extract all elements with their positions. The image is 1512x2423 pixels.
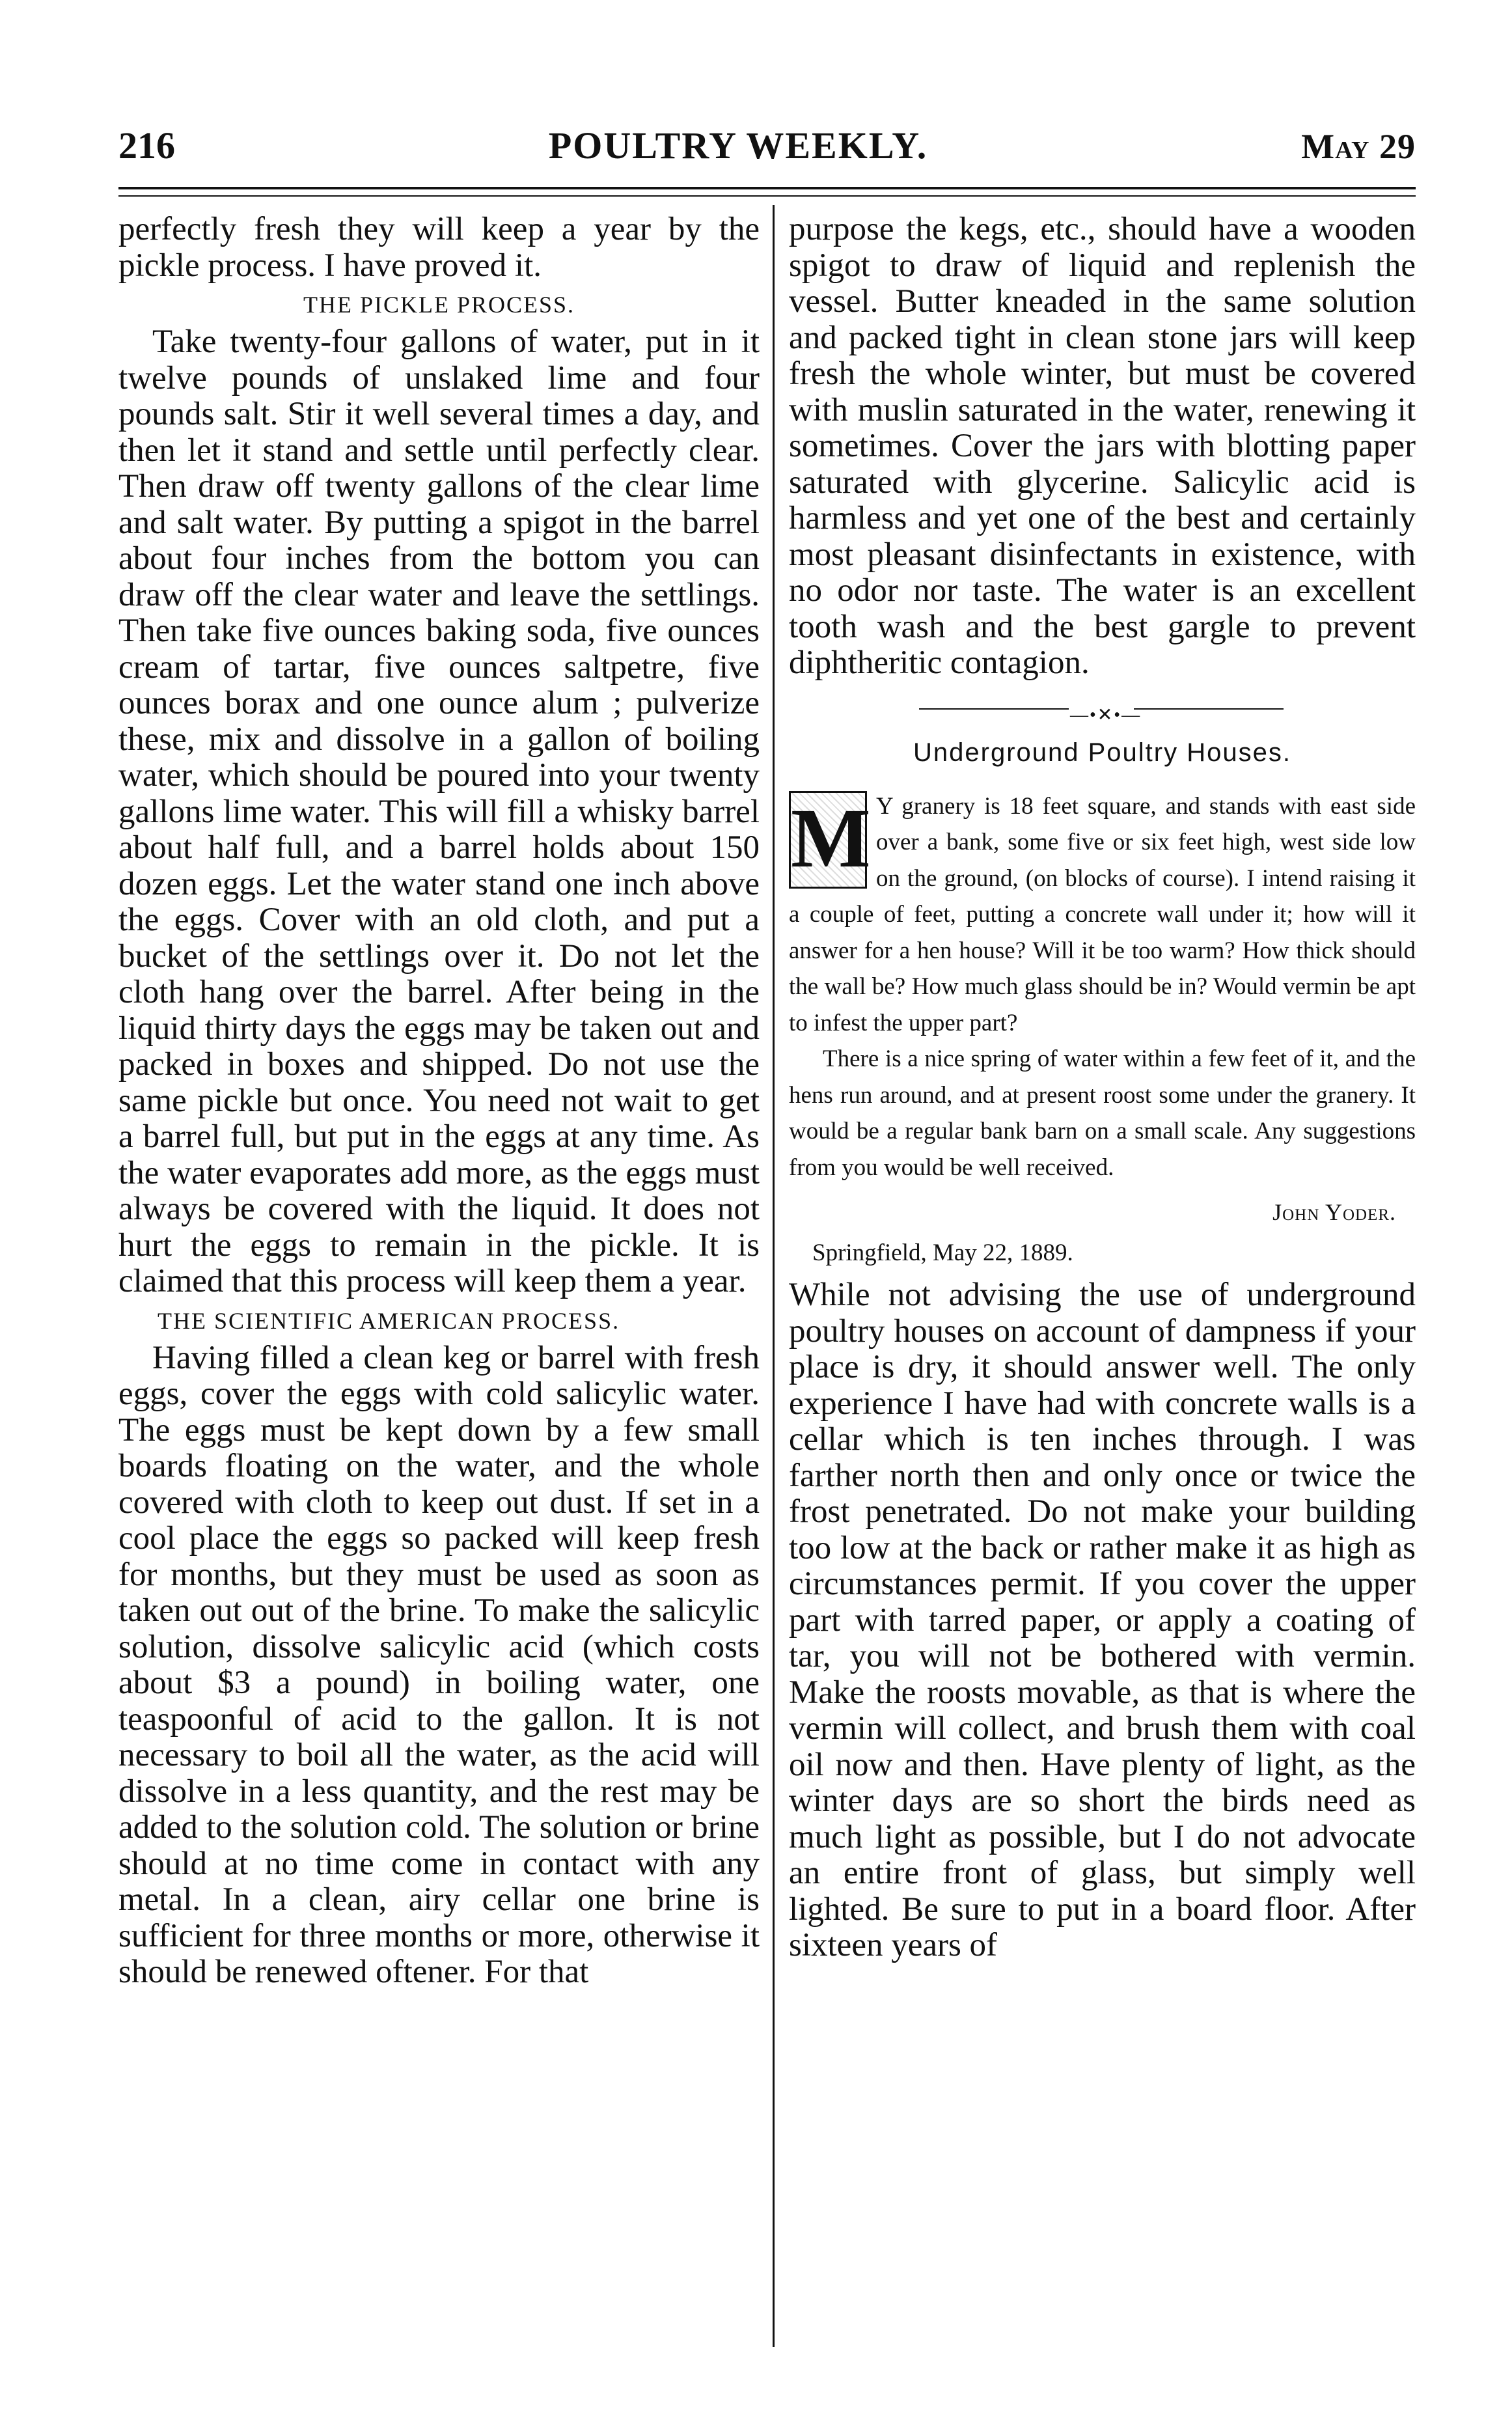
pickle-process-heading: THE PICKLE PROCESS. (303, 292, 575, 318)
article-title: Underground Poultry Houses. (913, 738, 1291, 767)
scientific-american-text: Having filled a clean keg or barrel with fresh eggs, cover the eggs with cold salicylic water. The eggs must be kept down by a few small boards floating on the water, and the whole covered with cloth to keep out dust. If set in a cool place the eggs so packed will keep fresh for months, but they must be used as soon as taken out out of the brine. To make the salicylic solution, dissolve salicylic acid (which costs about $3 a pound) in boiling water, one teaspoonful of acid to the gallon. It is not necessary to boil all the water, as the acid will dissolve in a less quantity, and the rest may be added to the solution cold. The solution or brine should at no time come in contact with any metal. In a clean, airy cellar one brine is sufficient for three months or more, otherwise it should be renewed oftener. For that (118, 1339, 760, 1990)
pickle-process-text: Take twenty-four gallons of water, put in it twelve pounds of unslaked lime and four pounds salt. Stir it well several times a day, and then let it stand and settle until perfectly clear. Then draw off twenty gallons of the clear lime and salt water. By putting a spigot in the barrel about four inches from the bottom you can draw off the clear water and leave the settlings. Then take five ounces baking soda, five ounces cream of tartar, five ounces saltpetre, five ounces borax and one ounce alum ; pulverize these, mix and dissolve in a gallon of boiling water, which should be poured into your twenty gallons lime water. This will fill a whisky barrel about half full, and a barrel holds about 150 dozen eggs. Let the water stand one inch above the eggs. Cover with an old cloth, and put a bucket of the settlings over it. Do not let the cloth hang over the barrel. After being in the liquid thirty days the eggs may be taken out and packed in boxes and shipped. Do not use the same pickle but once. You need not wait to get a barrel full, but put in the eggs at any time. As the water evaporates add more, as the eggs must always be covered with the liquid. It does not hurt the eggs to remain in the pickle. It is claimed that this process will keep them a year. (118, 324, 760, 1299)
right-column (789, 212, 1416, 1964)
ornament-icon: —•✕•— (1070, 704, 1142, 725)
scientific-american-heading: THE SCIENTIFIC AMERICAN PROCESS. (158, 1307, 620, 1334)
page-number: 216 (118, 124, 175, 167)
publication-title: POULTRY WEEKLY. (548, 124, 928, 167)
reader-letter (789, 788, 1416, 1271)
intro-paragraph: perfectly fresh they will keep a year by the pickle process. I have proved it. (118, 211, 760, 284)
header-rule (118, 187, 1416, 189)
issue-date: May 29 (1301, 127, 1416, 166)
editor-reply (789, 1277, 1416, 1964)
reply-paragraph: While not advising the use of underground poultry houses on account of dampness if your place is dry, it should answer well. The only experience I have had with concrete walls is a cellar which is ten inches through. I was farther north then and only once or twice the frost penetrated. Do not make your building too low at the back or rather make it as high as circumstances permit. If you cover the upper part with tarred paper, or apply a coating of tar, you will not be bothered with vermin. Make the roosts movable, as that is where the vermin will collect, and brush them with coal oil now and then. Have plenty of light, as the winter days are so short the birds need as much light as possible, but I do not advocate an entire front of glass, but simply well lighted. Be sure to put in a board floor. After sixteen years of (789, 1277, 1416, 1963)
dropcap-initial: M (789, 791, 867, 889)
left-column (118, 212, 760, 1991)
column-divider (773, 205, 775, 2347)
header-rule-thin (118, 195, 1416, 197)
letter-signature: John Yoder. (1272, 1199, 1396, 1225)
section-divider (789, 696, 1416, 725)
letter-paragraph-2: There is a nice spring of water within a few feet of it, and the hens run around, and at present roost some under the granery. It would be a regular bank barn on a small scale. Any suggestions from you would be well received. (789, 1045, 1416, 1181)
letter-paragraph-1: Y granery is 18 feet square, and stands with east side over a bank, some five or six feet high, west side low on the ground, (on blocks of course). I intend raising it a couple of feet, putting a concrete wall under it; how will it answer for a hen house? Will it be too warm? How thick should the wall be? How much glass should be in? Would vermin be apt to infest the upper part? (789, 792, 1416, 1036)
continuation-paragraph: purpose the kegs, etc., should have a wooden spigot to draw of liquid and replenish the vessel. Butter kneaded in the same solution and packed tight in clean stone jars will keep fresh the whole winter, but must be covered with muslin saturated in the water, renewing it sometimes. Cover the jars with blotting paper saturated with glycerine. Salicylic acid is harmless and yet one of the best and certainly most pleasant disinfectants in existence, with no odor nor taste. The water is an excellent tooth wash and the best gargle to prevent diphtheritic contagion. (789, 211, 1416, 681)
letter-dateline: Springfield, May 22, 1889. (812, 1239, 1073, 1266)
page-header (118, 124, 1416, 176)
